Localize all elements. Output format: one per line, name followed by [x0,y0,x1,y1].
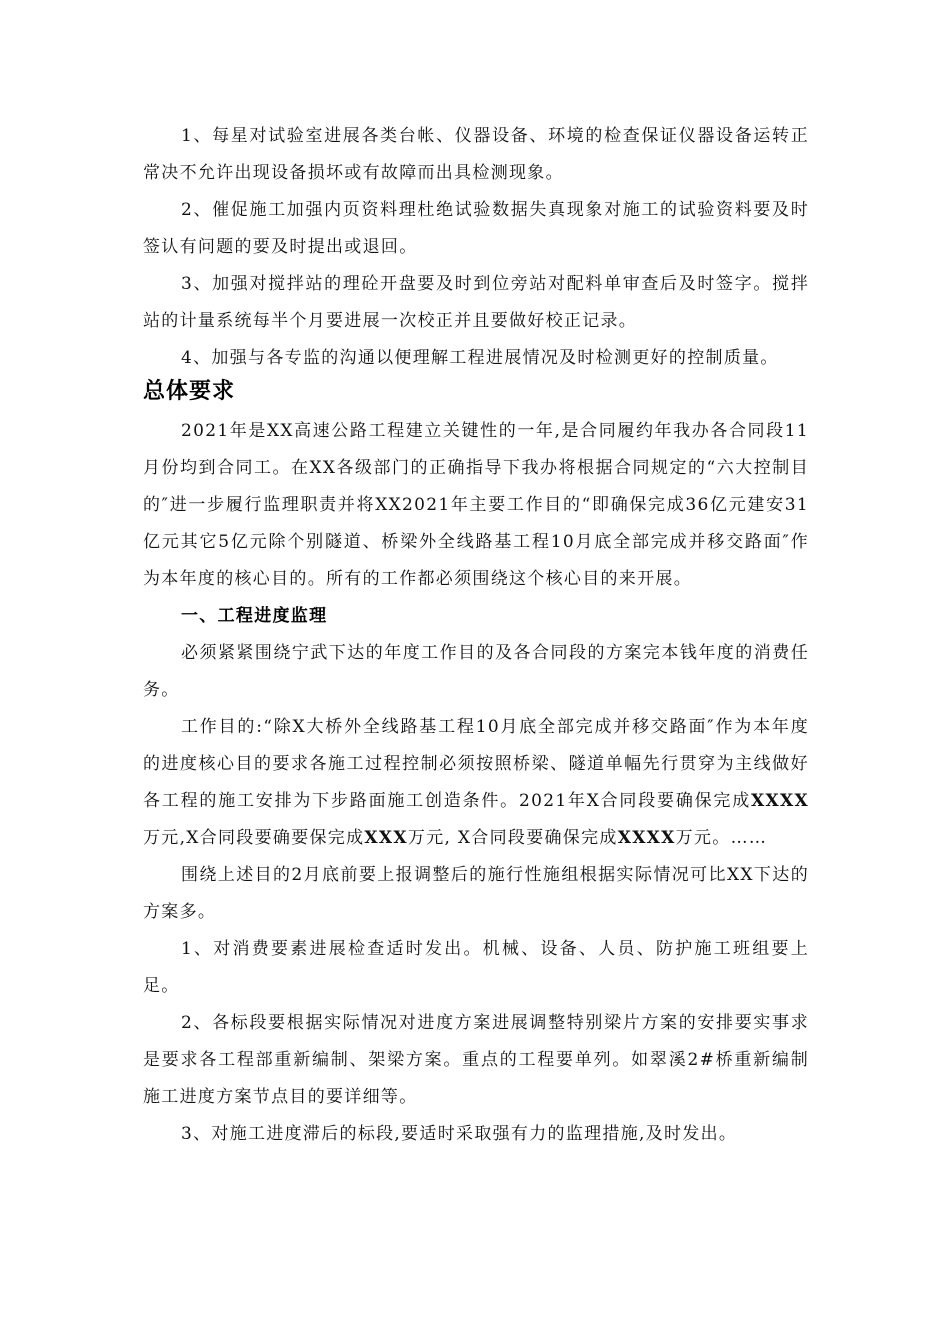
subsection-heading [143,598,809,635]
bold-amount: XXXX [617,828,676,848]
paragraph [143,266,809,340]
text-run: 总体要求 [143,379,236,404]
text-run: 3、对施工进度滞后的标段,要适时采取强有力的监理措施,及时发出。 [181,1124,738,1144]
bold-amount: XXX [364,828,408,848]
text-run: 4、加强与各专监的沟通以便理解工程进展情况及时检测更好的控制质量。 [181,348,779,368]
section-heading [143,379,809,405]
text-run: 2、催促施工加强内页资料理杜绝试验数据失真现象对施工的试验资料要及时签认有问题的要及时提出或退回。 [143,200,809,257]
text-run: 1、每星对试验室进展各类台帐、仪器设备、环境的检查保证仪器设备运转正常决不允许出现设备损坏或有故障而出具检测现象。 [143,126,809,183]
paragraph [143,709,809,857]
paragraph [143,340,809,377]
text-run: 3、加强对搅拌站的理砼开盘要及时到位旁站对配料单审查后及时签字。搅拌站的计量系统每半个月要进展一次校正并且要做好校正记录。 [143,274,809,331]
paragraph [143,413,809,598]
text-run: 围绕上述目的2月底前要上报调整后的施行性施组根据实际情况可比XX下达的方案多。 [143,865,809,922]
text-run: 万元, X合同段要确保完成 [407,828,618,848]
paragraph [143,1005,809,1116]
text-run: 1、对消费要素进展检查适时发出。机械、设备、人员、防护施工班组要上足。 [143,939,809,996]
bold-amount: XXXX [751,791,809,811]
paragraph [143,192,809,266]
text-run: 必须紧紧围绕宁武下达的年度工作目的及各合同段的方案完本钱年度的消费任务。 [143,643,809,700]
paragraph [143,118,809,192]
text-run: 万元,X合同段要确要保完成 [143,828,365,848]
text-run: 万元。…… [675,828,768,848]
paragraph [143,931,809,1005]
paragraph [143,1116,809,1153]
text-run: 2、各标段要根据实际情况对进度方案进展调整特别梁片方案的安排要实事求是要求各工程部重新编制、架梁方案。重点的工程要单列。如翠溪2#桥重新编制施工进度方案节点目的要详细等。 [143,1013,809,1107]
paragraph [143,635,809,709]
document-body [143,118,809,1153]
text-run: 工作目的:“除X大桥外全线路基工程10月底全部完成并移交路面″作为本年度的进度核心目的要求各施工过程控制必须按照桥梁、隧道单幅先行贯穿为主线做好各工程的施工安排为下步路面施工创造条件。2021年X合同段要确保完成 [143,717,809,811]
text-run: 2021年是XX高速公路工程建立关键性的一年,是合同履约年我办各合同段11月份均到合同工。在XX各级部门的正确指导下我办将根据合同规定的“六大控制目的″进一步履行监理职责并将XX2021年主要工作目的“即确保完成36亿元建安31亿元其它5亿元除个别隧道、桥梁外全线路基工程10月底全部完成并移交路面″作为本年度的核心目的。所有的工作都必须围绕这个核心目的来开展。 [143,421,809,589]
text-run: 一、工程进度监理 [181,606,328,626]
paragraph [143,857,809,931]
